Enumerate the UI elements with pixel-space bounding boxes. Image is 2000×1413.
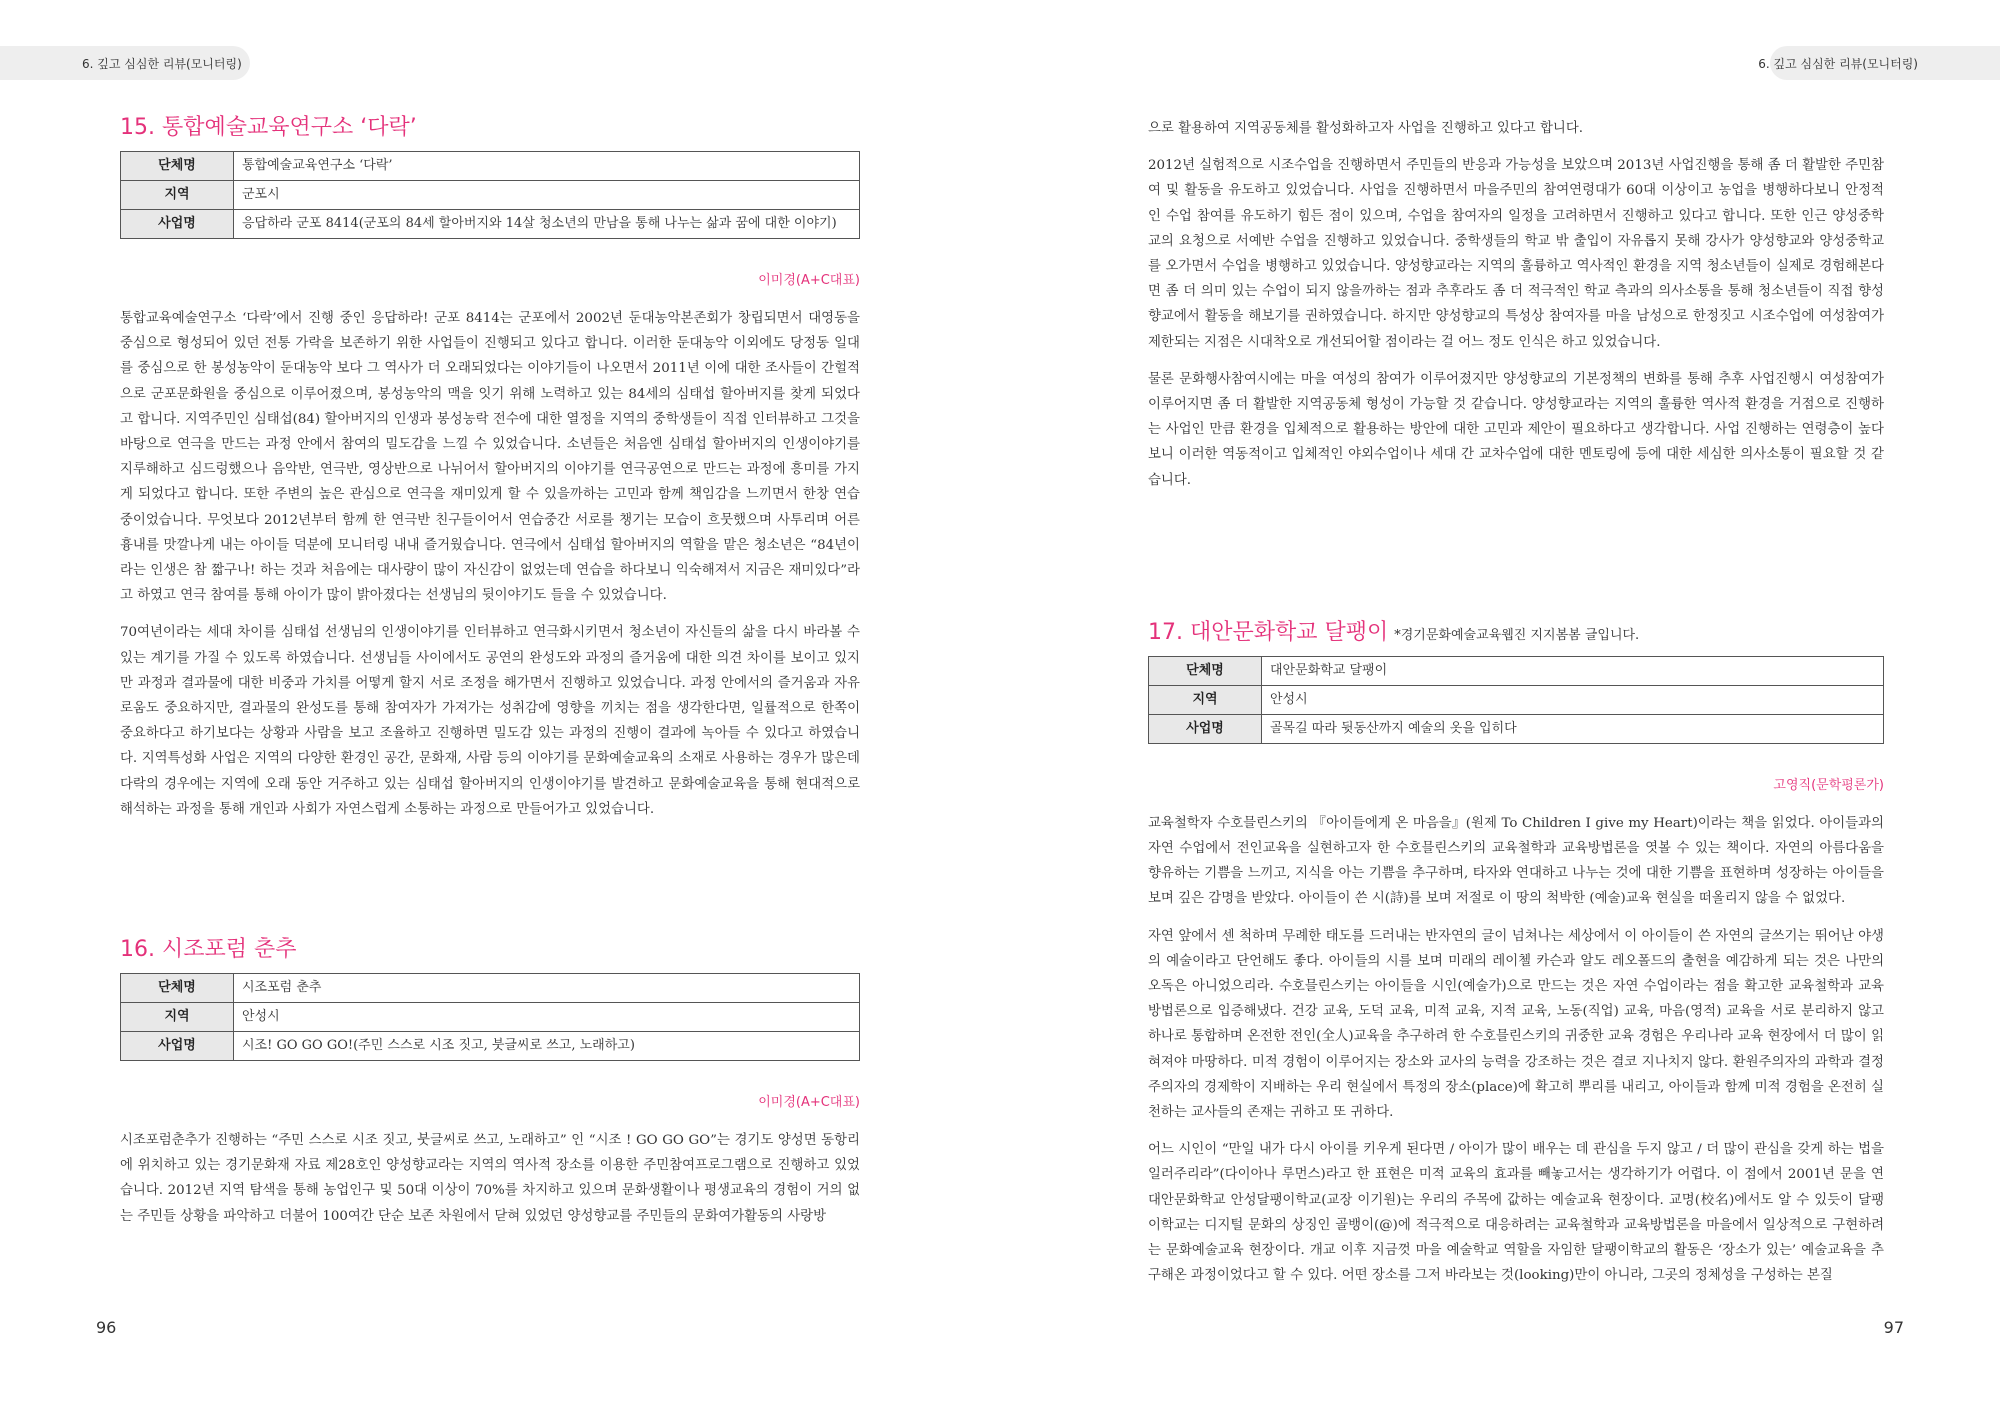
- right-header-text: 6. 깊고 심심한 리뷰(모니터링): [1758, 57, 1918, 71]
- org-value: 대안문화학교 달팽이: [1262, 656, 1884, 685]
- org-label: 단체명: [121, 152, 234, 181]
- right-page: [1000, 0, 2000, 1413]
- section-16-paragraph: 으로 활용하여 지역공동체를 활성화하고자 사업을 진행하고 있다고 합니다.: [1148, 121, 1584, 136]
- section-17-paragraph: 교육철학자 수호믈린스키의 『아이들에게 온 마음을』(원제 To Children I give my Heart)이라는 책을 읽었다. 아이들과의 자연 수업에서 전인교육을 실현하고자 한 수호믈린스키의 교육철학과 교육방법론을 엿볼 수 있는 책이다. 자연의 아름다움을 향유하는 기쁨을 느끼고, 지식을 아는 기쁨을 추구하며, 타자와 연대하고 나누는 것에 대한 기쁨을 표현하며 성장하는 아이들을 보며 깊은 감명을 받았다. 아이들이 쓴 시(詩)를 보며 저절로 이 땅의 척박한 (예술)교육 현실을 떠올리지 않을 수 없었다.: [1148, 815, 1884, 907]
- org-label: 단체명: [1149, 656, 1262, 685]
- section-spacer: [1148, 505, 1884, 615]
- left-column: [120, 110, 860, 1241]
- section-15-author: 이미경(A+C대표): [758, 273, 860, 288]
- org-label: 단체명: [121, 974, 234, 1003]
- section-17-info-table: [1148, 656, 1884, 744]
- left-header-text: 6. 깊고 심심한 리뷰(모니터링): [82, 57, 242, 71]
- section-15-title: 15. 통합예술교육연구소 ‘다락’: [120, 115, 417, 140]
- left-page-number: 96: [96, 1318, 117, 1337]
- table-row: [121, 210, 860, 239]
- table-row: [121, 152, 860, 181]
- org-value: 통합예술교육연구소 ‘다락’: [234, 152, 860, 181]
- section-17-paragraph: 어느 시인이 “만일 내가 다시 아이를 키우게 된다면 / 아이가 많이 배우는 데 관심을 두지 않고 / 더 많이 관심을 갖게 하는 법을 일러주리라”(다이아나 루먼스)라고 한 표현은 미적 교육의 효과를 빼놓고서는 생각하기가 어렵다. 이 점에서 2001년 문을 연 대안문화학교 안성달팽이학교(교장 이기원)는 우리의 주목에 값하는 예술교육 현장이다. 교명(校名)에서도 알 수 있듯이 달팽이학교는 디지털 문화의 상징인 골뱅이(@)에 적극적으로 대응하려는 교육철학과 교육방법론을 마을에서 일상적으로 구현하려는 문화예술교육 현장이다. 개교 이후 지금껏 마을 예술학교 역할을 자임한 달팽이학교의 활동은 ‘장소가 있는’ 예술교육을 추구해온 과정이었다고 할 수 있다. 어떤 장소를 그저 바라보는 것(looking)만이 아니라, 그곳의 정체성을 구성하는 본질: [1148, 1142, 1884, 1284]
- project-label: 사업명: [121, 210, 234, 239]
- region-label: 지역: [1149, 685, 1262, 714]
- section-15-paragraph: 통합교육예술연구소 ‘다락’에서 진행 중인 응답하라! 군포 8414는 군포에서 2002년 둔대농악본존회가 창립되면서 대영동을 중심으로 형성되어 있던 전통 가락을 보존하기 위한 사업들이 진행되고 있다고 합니다. 이러한 둔대농악 이외에도 당정동 일대를 중심으로 한 봉성농악이 둔대농악 보다 그 역사가 더 오래되었다는 이야기들이 나오면서 2011년 이에 대한 조사들이 간헐적으로 군포문화원을 중심으로 이루어졌으며, 봉성농악의 맥을 잇기 위해 노력하고 있는 84세의 심태섭 할아버지를 찾게 되었다고 합니다. 지역주민인 심태섭(84) 할아버지의 인생과 봉성농락 전수에 대한 열정을 지역의 중학생들이 직접 인터뷰하고 그것을 바탕으로 연극을 만드는 과정 안에서 참여의 밀도감을 느낄 수 있었습니다. 소년들은 처음엔 심태섭 할아버지의 인생이야기를 지루해하고 심드렁했으나 음악반, 연극반, 영상반으로 나뉘어서 할아버지의 이야기를 연극공연으로 만드는 과정에 흥미를 가지게 되었다고 합니다. 또한 주변의 높은 관심으로 연극을 재미있게 할 수 있을까하는 고민과 함께 책임감을 느끼면서 한창 연습 중이었습니다. 무엇보다 2012년부터 함께 한 연극반 친구들이어서 연습중간 서로를 챙기는 모습이 흐뭇했으며 사투리며 어른 흉내를 맛깔나게 내는 아이들 덕분에 모니터링 내내 즐거웠습니다. 연극에서 심태섭 할아버지의 역할을 맡은 청소년은 “84년이라는 인생은 참 짧구나! 하는 것과 처음에는 대사량이 많이 자신감이 없었는데 연습을 하다보니 익숙해져서 지금은 재미있다”라고 하였고 연극 참여를 통해 아이가 많이 밝아졌다는 선생님의 뒷이야기도 들을 수 있었습니다.: [120, 311, 860, 604]
- table-row: [121, 1032, 860, 1061]
- table-row: [1149, 714, 1884, 743]
- table-row: [121, 974, 860, 1003]
- section-17-author: 고영직(문학평론가): [1773, 777, 1884, 793]
- right-column: [1148, 116, 1884, 1301]
- left-header-bar: [0, 46, 250, 80]
- region-label: 지역: [121, 1003, 234, 1032]
- table-row: [121, 1003, 860, 1032]
- project-value: 시조! GO GO GO!(주민 스스로 시조 짓고, 붓글씨로 쓰고, 노래하고): [234, 1032, 860, 1061]
- section-spacer: [120, 834, 860, 932]
- section-16-author: 이미경(A+C대표): [758, 1095, 860, 1111]
- section-16-title: 16. 시조포럼 춘추: [120, 937, 297, 963]
- region-value: 군포시: [234, 181, 860, 210]
- section-17-note: *경기문화예술교육웹진 지지봄봄 글입니다.: [1394, 627, 1640, 643]
- section-16-info-table: [120, 973, 860, 1061]
- section-16-paragraph: 2012년 실험적으로 시조수업을 진행하면서 주민들의 반응과 가능성을 보았으며 2013년 사업진행을 통해 좀 더 활발한 주민참여 및 활동을 유도하고 있었습니다. 사업을 진행하면서 마을주민의 참여연령대가 60대 이상이고 농업을 병행하다보니 안정적인 수업 참여를 유도하기 힘든 점이 있으며, 수업을 참여자의 일정을 고려하면서 진행하고 있다고 합니다. 또한 인근 양성중학교의 요청으로 서예반 수업을 진행하고 있었습니다. 중학생들의 학교 밖 출입이 자유롭지 못해 강사가 양성향교와 양성중학교를 오가면서 수업을 병행하고 있었습니다. 양성향교라는 지역의 훌륭하고 역사적인 환경을 지역 청소년들이 실제로 경험해본다면 좀 더 의미 있는 수업이 되지 않을까하는 점과 추후라도 좀 더 적극적인 학교 측과의 의사소통을 통해 청소년들이 직접 향성향교에서 활동을 해보기를 권하였습니다. 하지만 양성향교의 특성상 참여자를 마을 남성으로 한정짓고 시조수업에 여성참여가 제한되는 지점은 시대착오로 개선되어할 점이라는 걸 어느 정도 인식은 하고 있었습니다.: [1148, 158, 1884, 350]
- region-value: 안성시: [234, 1003, 860, 1032]
- section-17-paragraph: 자연 앞에서 센 척하며 무례한 태도를 드러내는 반자연의 글이 넘쳐나는 세상에서 이 아이들이 쓴 자연의 글쓰기는 뛰어난 야생의 예술이라고 단언해도 좋다. 아이들의 시를 보며 미래의 레이첼 카슨과 알도 레오폴드의 출현을 예감하게 되는 것은 나만의 오독은 아니었으리라. 수호믈린스키는 아이들을 시인(예술가)으로 만드는 것은 자연 수업이라는 점을 확고한 교육철학과 교육방법론으로 입증해냈다. 건강 교육, 도덕 교육, 미적 교육, 지적 교육, 노동(직업) 교육, 마음(영적) 교육을 서로 분리하지 않고 하나로 통합하며 온전한 전인(全人)교육을 추구하려 한 수호믈린스키의 귀중한 교육 경험은 우리나라 교육 현장에서 더 많이 읽혀져야 마땅하다. 미적 경험이 이루어지는 장소와 교사의 능력을 강조하는 것은 결코 지나치지 않다. 환원주의자의 과학과 결정주의자의 경제학이 지배하는 우리 현실에서 특정의 장소(place)에 확고히 뿌리를 내리고, 아이들과 함께 미적 경험을 온전히 실천하는 교사들의 존재는 귀하고 또 귀하다.: [1148, 928, 1884, 1121]
- table-row: [1149, 656, 1884, 685]
- region-label: 지역: [121, 181, 234, 210]
- section-16-paragraph: 물론 문화행사참여시에는 마을 여성의 참여가 이루어졌지만 양성향교의 기본정책의 변화를 통해 추후 사업진행시 여성참여가 이루어지면 좀 더 활발한 지역공동체 형성이 가능할 것 같습니다. 양성향교라는 지역의 훌륭한 역사적 환경을 거점으로 진행하는 사업인 만큼 환경을 입체적으로 활용하는 방안에 대한 고민과 제안이 필요하다고 생각합니다. 사업 진행하는 연령층이 높다보니 이러한 역동적이고 입체적인 야외수업이나 세대 간 교차수업에 대한 멘토링에 등에 대한 세심한 의사소통이 필요할 것 같습니다.: [1148, 371, 1884, 488]
- region-value: 안성시: [1262, 685, 1884, 714]
- project-value: 응답하라 군포 8414(군포의 84세 할아버지와 14살 청소년의 만남을 통해 나누는 삶과 꿈에 대한 이야기): [234, 210, 860, 239]
- section-17-title-text: 17. 대안문화학교 달팽이: [1148, 619, 1389, 645]
- project-label: 사업명: [1149, 714, 1262, 743]
- table-row: [121, 181, 860, 210]
- section-17-title: [1148, 615, 1884, 646]
- section-16-paragraph: 시조포럼춘추가 진행하는 “주민 스스로 시조 짓고, 붓글씨로 쓰고, 노래하고” 인 “시조 ! GO GO GO”는 경기도 양성면 동항리에 위치하고 있는 경기문화재 자료 제28호인 양성향교라는 지역의 역사적 장소를 이용한 주민참여프로그램으로 진행하고 있었습니다. 2012년 지역 탐색을 통해 농업인구 및 50대 이상이 70%를 차지하고 있으며 문화생활이나 평생교육의 경험이 거의 없는 주민들 상황을 파악하고 더불어 100여간 단순 보존 차원에서 닫혀 있었던 양성향교를 주민들의 문화여가활동의 사랑방: [120, 1133, 860, 1224]
- org-value: 시조포럼 춘추: [234, 974, 860, 1003]
- table-row: [1149, 685, 1884, 714]
- section-15-info-table: [120, 151, 860, 239]
- right-page-number: 97: [1883, 1318, 1904, 1337]
- section-15-paragraph: 70여년이라는 세대 차이를 심태섭 선생님의 인생이야기를 인터뷰하고 연극화시키면서 청소년이 자신들의 삶을 다시 바라볼 수 있는 계기를 가질 수 있도록 하였습니다. 선생님들 사이에서도 공연의 완성도와 과정의 즐거움에 대한 의견 차이를 보이고 있지만 과정과 결과물에 대한 비중과 가치를 어떻게 할지 서로 조정을 해가면서 진행하고 있었습니다. 과정 안에서의 즐거움과 자유로움도 중요하지만, 결과물의 완성도를 통해 참여자가 가져가는 성취감에 영향을 끼치는 점을 생각한다면, 일률적으로 한쪽이 중요하다고 하기보다는 상황과 사람을 보고 조율하고 진행하면 밀도감 있는 과정의 진행이 결과에 녹아들 수 있다고 하였습니다. 지역특성화 사업은 지역의 다양한 환경인 공간, 문화재, 사람 등의 이야기를 문화예술교육의 소재로 사용하는 경우가 많은데 다락의 경우에는 지역에 오래 동안 거주하고 있는 심태섭 할아버지의 인생이야기를 발견하고 문화예술교육을 통해 현대적으로 해석하는 과정을 통해 개인과 사회가 자연스럽게 소통하는 과정으로 만들어가고 있었습니다.: [120, 625, 860, 817]
- right-header-bar: [1758, 46, 2000, 80]
- project-label: 사업명: [121, 1032, 234, 1061]
- project-value: 골목길 따라 뒷동산까지 예술의 옷을 입히다: [1262, 714, 1884, 743]
